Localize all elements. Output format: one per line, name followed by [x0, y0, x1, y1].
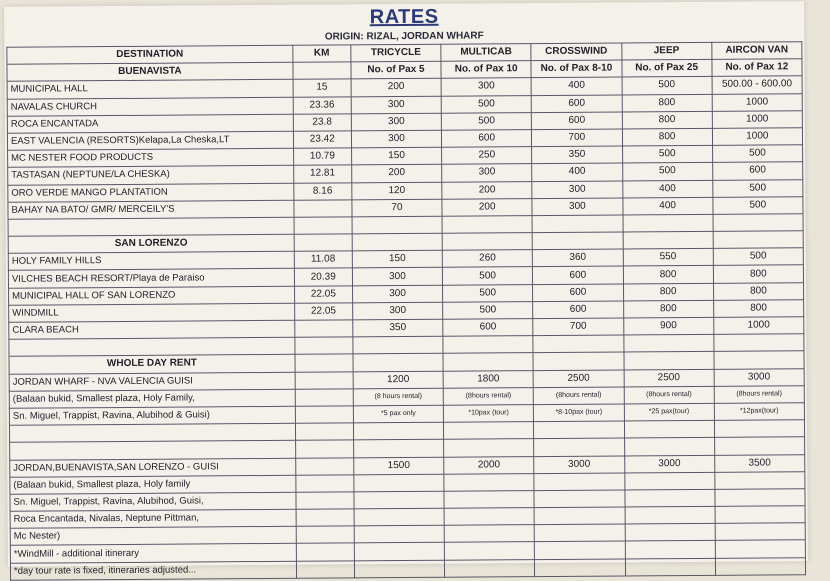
destination-header: DESTINATION: [7, 45, 293, 64]
empty-cell: [354, 474, 444, 492]
empty-cell: [296, 543, 354, 561]
empty-cell: [353, 354, 443, 372]
crosswind-cell: 300: [532, 180, 622, 198]
van-cell: 1000: [712, 110, 802, 128]
van-cell: 500: [712, 145, 802, 163]
destination-cell: MC NESTER FOOD PRODUCTS: [8, 148, 294, 167]
pax-note: *12pax(tour): [714, 403, 804, 421]
rate-cell: 3000: [714, 368, 804, 386]
van-cell: 600: [712, 162, 802, 180]
empty-cell: [715, 471, 805, 489]
empty-cell: [8, 217, 294, 236]
footnote-cell: *WindMill - additional itinerary: [10, 544, 296, 563]
vehicle-header: TRICYCLE: [351, 44, 441, 62]
empty-cell: [534, 490, 624, 508]
empty-cell: [535, 559, 625, 577]
rental-note: (8 hours rental): [353, 388, 443, 406]
rate-cell: 2000: [444, 456, 534, 474]
crosswind-cell: 360: [533, 249, 623, 267]
rate-cell: 2500: [624, 369, 714, 387]
empty-cell: [444, 473, 534, 491]
pax-note: *8-10pax (tour): [534, 404, 624, 422]
crosswind-cell: 600: [531, 95, 621, 113]
destination-cell: VILCHES BEACH RESORT/Playa de Paraiso: [8, 269, 294, 288]
empty-cell: [444, 490, 534, 508]
empty-cell: [295, 440, 353, 458]
van-cell: 800: [713, 282, 803, 300]
van-cell: 800: [713, 300, 803, 318]
crosswind-cell: 400: [531, 77, 621, 95]
itinerary-cell: Sn. Miguel, Trappist, Ravina, Alubihod, Guisi,: [10, 492, 296, 511]
km-cell: 22.05: [294, 285, 352, 303]
multicab-cell: 600: [443, 319, 533, 337]
itinerary-cell: (Balaan bukid, Smallest plaza, Holy family: [10, 475, 296, 494]
crosswind-cell: 350: [532, 146, 622, 164]
jeep-cell: 900: [623, 317, 713, 335]
jeep-cell: 800: [622, 111, 712, 129]
multicab-cell: 500: [441, 95, 531, 113]
empty-cell: [625, 558, 715, 576]
km-cell: 8.16: [294, 182, 352, 200]
section-whole-day: WHOLE DAY RENT: [9, 355, 295, 374]
empty-cell: [623, 231, 713, 249]
crosswind-cell: 600: [533, 266, 623, 284]
empty-cell: [533, 335, 623, 353]
vehicle-header: JEEP: [621, 42, 711, 60]
rental-note: (8hours rental): [534, 387, 624, 405]
tricycle-cell: 200: [351, 79, 441, 97]
empty-cell: [354, 491, 444, 509]
section-buenavista: BUENAVISTA: [7, 62, 293, 81]
km-cell: 23.42: [293, 131, 351, 149]
itinerary-cell: Roca Encantada, Nivalas, Neptune Pittman,: [10, 509, 296, 528]
rates-sheet: [4, 1, 808, 577]
empty-cell: [713, 231, 803, 249]
empty-cell: [713, 214, 803, 232]
van-cell: 1000: [712, 128, 802, 146]
km-cell: 22.05: [294, 303, 352, 321]
empty-cell: [296, 560, 354, 578]
empty-cell: [294, 234, 352, 252]
section-san-lorenzo: SAN LORENZO: [8, 234, 294, 253]
empty-cell: [625, 524, 715, 542]
tricycle-cell: 350: [353, 319, 443, 337]
multicab-cell: 300: [441, 78, 531, 96]
empty-cell: [353, 440, 443, 458]
empty-cell: [293, 62, 351, 80]
empty-cell: [715, 540, 805, 558]
empty-cell: [354, 525, 444, 543]
empty-cell: [623, 352, 713, 370]
itinerary-cell: Sn. Miguel, Trappist, Ravina, Alubihod & Guisi): [9, 406, 295, 425]
empty-cell: [623, 335, 713, 353]
empty-cell: [354, 508, 444, 526]
empty-cell: [354, 543, 444, 561]
km-cell: 10.79: [293, 148, 351, 166]
van-cell: 500.00 - 600.00: [712, 76, 802, 94]
empty-cell: [443, 336, 533, 354]
tricycle-cell: 300: [351, 96, 441, 114]
rental-note: (8hours rental): [714, 385, 804, 403]
empty-cell: [354, 560, 444, 578]
destination-cell: JORDAN,BUENAVISTA,SAN LORENZO - GUISI: [10, 458, 296, 477]
tricycle-cell: 70: [352, 199, 442, 217]
empty-cell: [295, 423, 353, 441]
empty-cell: [625, 541, 715, 559]
empty-cell: [295, 337, 353, 355]
pax-header: No. of Pax 25: [621, 60, 711, 78]
destination-cell: TASTASAN (NEPTUNE/LA CHESKA): [8, 166, 294, 185]
pax-header: No. of Pax 5: [351, 61, 441, 79]
rate-cell: 3000: [534, 455, 624, 473]
destination-cell: JORDAN WHARF - NVA VALENCIA GUISI: [9, 372, 295, 391]
multicab-cell: 600: [442, 130, 532, 148]
crosswind-cell: 600: [532, 112, 622, 130]
tricycle-cell: 300: [351, 130, 441, 148]
km-cell: 15: [293, 79, 351, 97]
empty-cell: [623, 214, 713, 232]
empty-cell: [624, 438, 714, 456]
km-cell: 12.81: [293, 165, 351, 183]
empty-cell: [295, 371, 353, 389]
empty-cell: [534, 438, 624, 456]
rates-table: [6, 41, 806, 580]
tricycle-cell: 300: [352, 302, 442, 320]
empty-cell: [624, 489, 714, 507]
itinerary-cell: (Balaan bukid, Smallest plaza, Holy Family,: [9, 389, 295, 408]
empty-cell: [442, 215, 532, 233]
tricycle-cell: 300: [351, 113, 441, 131]
empty-cell: [715, 557, 805, 575]
empty-cell: [294, 217, 352, 235]
empty-cell: [353, 336, 443, 354]
multicab-cell: 500: [441, 112, 531, 130]
multicab-cell: 200: [442, 181, 532, 199]
empty-cell: [535, 541, 625, 559]
van-cell: 800: [713, 265, 803, 283]
jeep-cell: 800: [623, 266, 713, 284]
empty-cell: [296, 526, 354, 544]
empty-cell: [445, 559, 535, 577]
empty-cell: [9, 423, 295, 442]
empty-cell: [10, 441, 296, 460]
jeep-cell: 800: [622, 128, 712, 146]
empty-cell: [295, 354, 353, 372]
crosswind-cell: 300: [532, 198, 622, 216]
tricycle-cell: 300: [352, 268, 442, 286]
empty-cell: [443, 353, 533, 371]
jeep-cell: 800: [622, 94, 712, 112]
tricycle-cell: 150: [351, 147, 441, 165]
destination-cell: NAVALAS CHURCH: [7, 97, 293, 116]
crosswind-cell: 700: [533, 318, 623, 336]
empty-cell: [625, 506, 715, 524]
destination-cell: ROCA ENCANTADA: [7, 114, 293, 133]
empty-cell: [442, 233, 532, 251]
empty-cell: [534, 421, 624, 439]
tricycle-cell: 300: [352, 285, 442, 303]
origin-label: ORIGIN: RIZAL, JORDAN WHARF: [324, 30, 484, 43]
jeep-cell: 800: [623, 300, 713, 318]
empty-cell: [714, 437, 804, 455]
rental-note: (8hours rental): [443, 387, 533, 405]
tricycle-cell: 150: [352, 250, 442, 268]
multicab-cell: 200: [442, 198, 532, 216]
destination-cell: ORO VERDE MANGO PLANTATION: [8, 183, 294, 202]
destination-cell: HOLY FAMILY HILLS: [8, 252, 294, 271]
jeep-cell: 550: [623, 249, 713, 267]
empty-cell: [296, 492, 354, 510]
empty-cell: [295, 406, 353, 424]
multicab-cell: 260: [442, 250, 532, 268]
destination-cell: WINDMILL: [9, 303, 295, 322]
empty-cell: [532, 232, 622, 250]
jeep-cell: 400: [622, 197, 712, 215]
van-cell: 500: [713, 196, 803, 214]
empty-cell: [352, 216, 442, 234]
jeep-cell: 500: [622, 145, 712, 163]
destination-cell: MUNICIPAL HALL: [7, 80, 293, 99]
empty-cell: [295, 389, 353, 407]
rate-cell: 1500: [354, 457, 444, 475]
tricycle-cell: 120: [352, 182, 442, 200]
empty-cell: [714, 420, 804, 438]
km-cell: 20.39: [294, 268, 352, 286]
crosswind-cell: 400: [532, 163, 622, 181]
empty-cell: [715, 506, 805, 524]
empty-cell: [444, 422, 534, 440]
multicab-cell: 500: [442, 267, 532, 285]
page-title: RATES: [369, 5, 439, 29]
crosswind-cell: 700: [532, 129, 622, 147]
destination-cell: BAHAY NA BATO/ GMR/ MERCEILY'S: [8, 200, 294, 219]
jeep-cell: 800: [623, 283, 713, 301]
km-cell: [294, 200, 352, 218]
empty-cell: [444, 439, 534, 457]
vehicle-header: AIRCON VAN: [712, 42, 802, 60]
multicab-cell: 300: [442, 164, 532, 182]
pax-header: No. of Pax 10: [441, 61, 531, 79]
crosswind-cell: 600: [533, 301, 623, 319]
empty-cell: [624, 472, 714, 490]
van-cell: 500: [713, 179, 803, 197]
multicab-cell: 500: [443, 284, 533, 302]
pax-note: *10pax (tour): [443, 405, 533, 423]
jeep-cell: 500: [622, 77, 712, 95]
rate-cell: 1800: [443, 370, 533, 388]
empty-cell: [624, 420, 714, 438]
destination-cell: EAST VALENCIA (RESORTS)Kelapa,La Cheska,LT: [7, 131, 293, 150]
km-cell: [294, 320, 352, 338]
pax-note: *25 pax(tour): [624, 403, 714, 421]
empty-cell: [534, 507, 624, 525]
pax-header: No. of Pax 8-10: [531, 60, 621, 78]
vehicle-header: MULTICAB: [441, 44, 531, 62]
empty-cell: [533, 352, 623, 370]
empty-cell: [714, 334, 804, 352]
empty-cell: [532, 215, 622, 233]
empty-cell: [444, 508, 534, 526]
pax-header: No. of Pax 12: [712, 59, 802, 77]
multicab-cell: 500: [443, 301, 533, 319]
rental-note: (8hours rental): [624, 386, 714, 404]
empty-cell: [714, 351, 804, 369]
empty-cell: [534, 473, 624, 491]
jeep-cell: 400: [622, 180, 712, 198]
empty-cell: [295, 457, 353, 475]
empty-cell: [352, 233, 442, 251]
rate-cell: 3000: [624, 455, 714, 473]
km-cell: 23.36: [293, 96, 351, 114]
empty-cell: [296, 509, 354, 527]
rate-cell: 2500: [533, 370, 623, 388]
pax-note: *5 pax only: [353, 405, 443, 423]
empty-cell: [715, 523, 805, 541]
multicab-cell: 250: [442, 147, 532, 165]
empty-cell: [534, 524, 624, 542]
rate-cell: 3500: [714, 454, 804, 472]
destination-cell: CLARA BEACH: [9, 320, 295, 339]
empty-cell: [353, 422, 443, 440]
destination-cell: MUNICIPAL HALL OF SAN LORENZO: [9, 286, 295, 305]
empty-cell: [444, 525, 534, 543]
empty-cell: [296, 475, 354, 493]
van-cell: 500: [713, 248, 803, 266]
jeep-cell: 500: [622, 163, 712, 181]
van-cell: 1000: [712, 93, 802, 111]
footnote-cell: *day tour rate is fixed, itineraries adjusted...: [10, 561, 296, 580]
van-cell: 1000: [713, 317, 803, 335]
itinerary-cell: Mc Nester): [10, 527, 296, 546]
empty-cell: [9, 337, 295, 356]
crosswind-cell: 600: [533, 284, 623, 302]
rate-cell: 1200: [353, 371, 443, 389]
tricycle-cell: 200: [352, 165, 442, 183]
km-cell: 11.08: [294, 251, 352, 269]
empty-cell: [715, 489, 805, 507]
km-header: KM: [293, 45, 351, 63]
km-cell: 23.8: [293, 114, 351, 132]
vehicle-header: CROSSWIND: [531, 43, 621, 61]
empty-cell: [444, 542, 534, 560]
